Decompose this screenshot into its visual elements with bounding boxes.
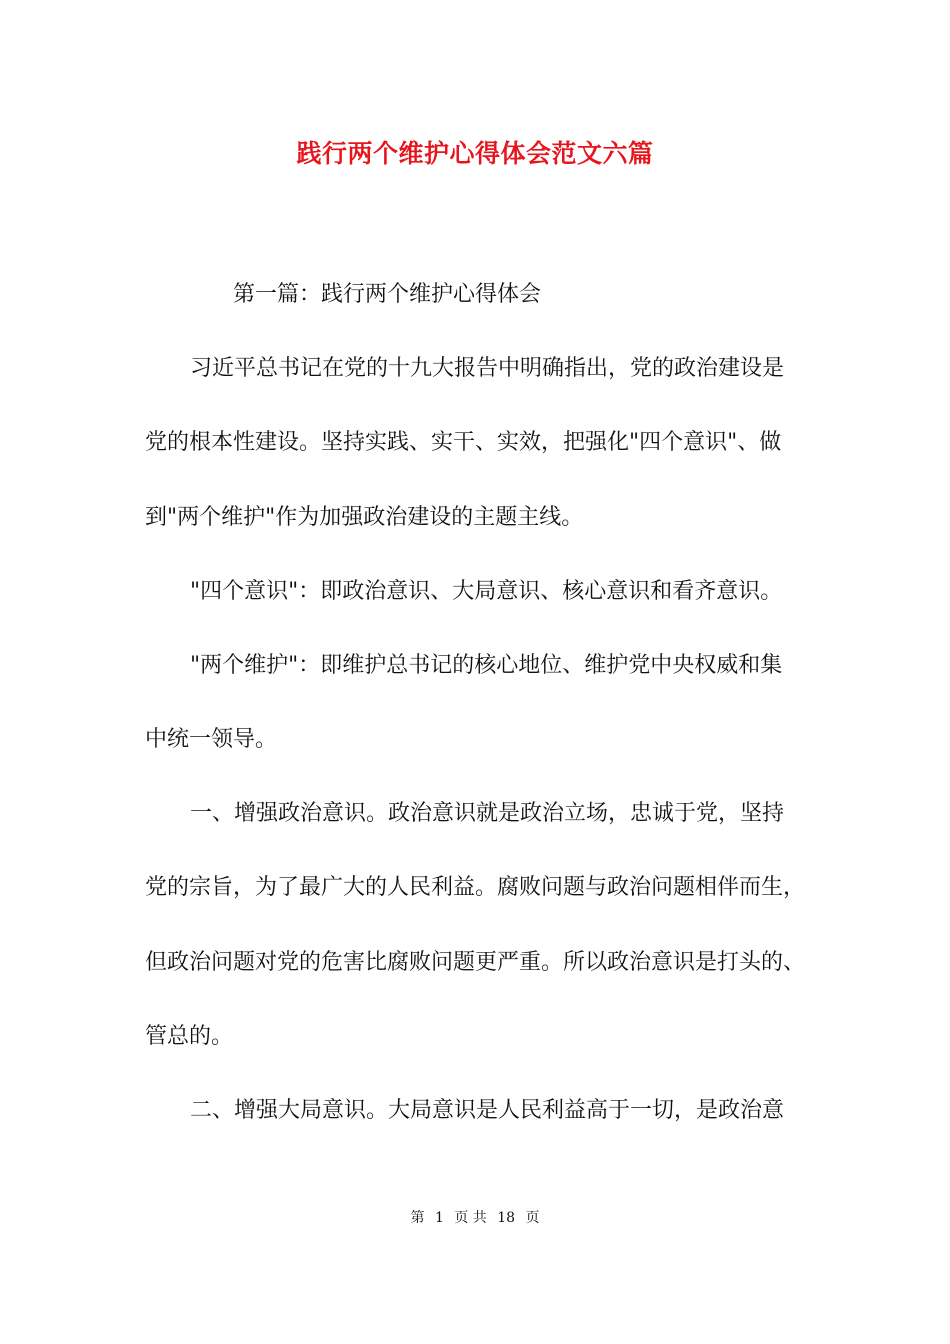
- footer-suffix: 页: [525, 1210, 540, 1226]
- page-footer: [0, 1208, 950, 1228]
- document-title: 践行两个维护心得体会范文六篇: [296, 139, 654, 168]
- paragraph-line: "四个意识"：即政治意识、大局意识、核心意识和看齐意识。: [190, 579, 783, 604]
- paragraph-line: 习近平总书记在党的十九大报告中明确指出，党的政治建设是: [190, 356, 785, 381]
- paragraph-line: 但政治问题对党的危害比腐败问题更严重。所以政治意识是打头的、: [145, 950, 806, 975]
- paragraph-line: 二、增强大局意识。大局意识是人民利益高于一切，是政治意: [190, 1098, 785, 1123]
- footer-prefix: 第: [410, 1210, 425, 1226]
- paragraph-line: 管总的。: [145, 1024, 234, 1049]
- paragraph-line: "两个维护"：即维护总书记的核心地位、维护党中央权威和集: [190, 653, 783, 678]
- footer-page-number: 1: [434, 1210, 444, 1226]
- paragraph-line: 中统一领导。: [145, 727, 278, 752]
- paragraph-line: 到"两个维护"作为加强政治建设的主题主线。: [145, 505, 584, 530]
- section-heading: 第一篇：践行两个维护心得体会: [233, 282, 542, 307]
- paragraph-line: 党的宗旨，为了最广大的人民利益。腐败问题与政治问题相伴而生，: [145, 875, 806, 900]
- paragraph-line: 党的根本性建设。坚持实践、实干、实效，把强化"四个意识"、做: [145, 430, 782, 455]
- footer-total-pages: 18: [497, 1210, 516, 1226]
- footer-mid: 页 共: [454, 1210, 487, 1226]
- paragraph-line: 一、增强政治意识。政治意识就是政治立场，忠诚于党，坚持: [190, 801, 785, 826]
